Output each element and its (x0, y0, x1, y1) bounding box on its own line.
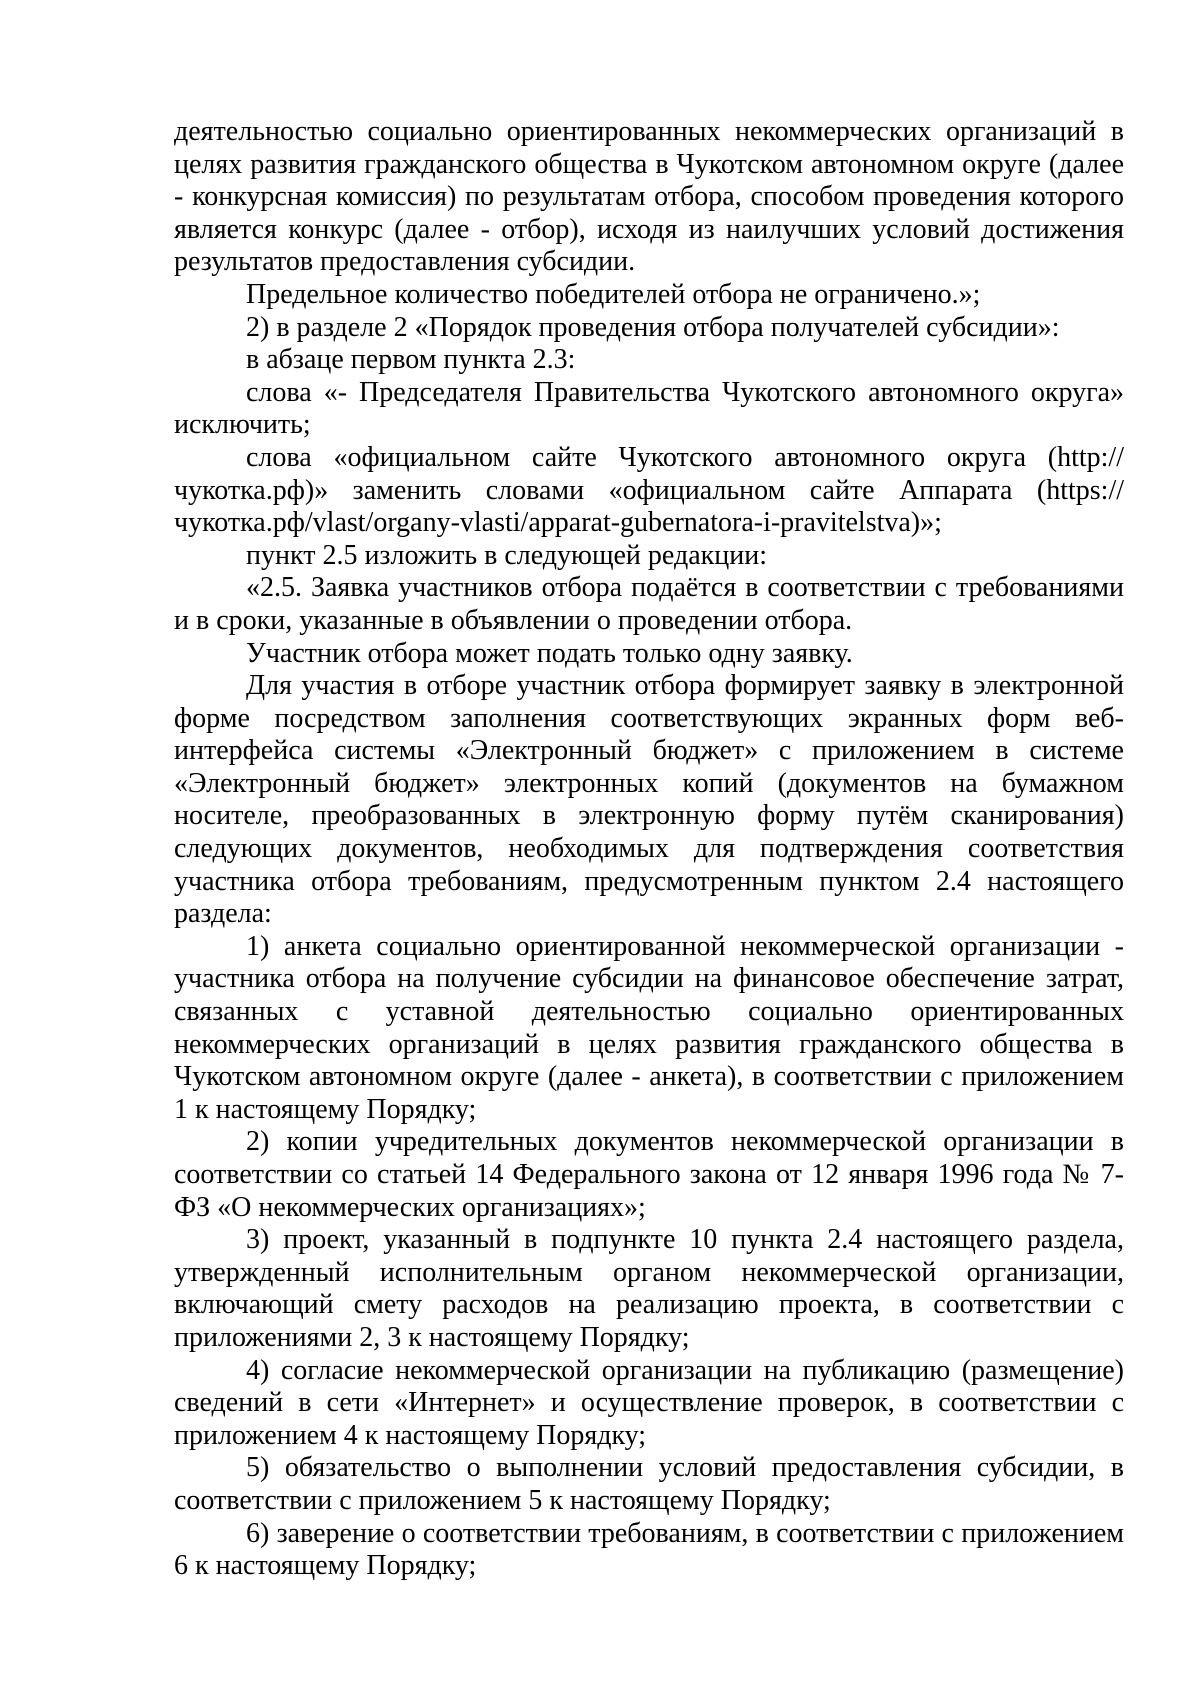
paragraph-item-2-5: «2.5. Заявка участников отбора подаётся в соответствии с требованиями и в сроки, указанные в объявлении о проведении отбора. (174, 572, 1124, 636)
paragraph-item-2-5-intro: пункт 2.5 изложить в следующей редакции: (246, 539, 767, 571)
list-item-2: 2) копии учредительных документов некоммерческой организации в соответствии со статьей 14 Федерального закона от 12 января 1996 года № 7-ФЗ «О некоммерческих организациях»; (174, 1126, 1124, 1223)
list-item-4: 4) согласие некоммерческой организации на публикацию (размещение) сведений в сети «Интернет» и осуществление проверок, в соответствии с приложением 4 к настоящему Порядку; (174, 1354, 1124, 1451)
paragraph-one-application: Участник отбора может подать только одну заявку. (246, 637, 853, 669)
list-item-1: 1) анкета социально ориентированной некоммерческой организации - участника отбора на получение субсидии на финансовое обеспечение затрат, связанных с уставной деятельностью социально ориентированных некоммерческих организаций в целях развития гражданского общества в Чукотском автономном округе (далее - анкета), в соответствии с приложением 1 к настоящему Порядку; (174, 930, 1124, 1125)
paragraph-words-replace: слова «официальном сайте Чукотского автономного округа (http://чукотка.рф)» заменить словами «официальном сайте Аппарата (https://чукотка.рф/vlast/organy-vlasti/apparat-gubernatora-i-pravitelstva)»; (174, 441, 1124, 539)
list-item-5: 5) обязательство о выполнении условий предоставления субсидии, в соответствии с приложением 5 к настоящему Порядку; (174, 1452, 1124, 1516)
paragraph-commission-continuation: деятельностью социально ориентированных некоммерческих организаций в целях развития гражданского общества в Чукотском автономном округе (далее - конкурсная комиссия) по результатам отбора, способом проведения которого является конкурс (далее - отбор), исходя из наилучших условий достижения результатов предоставления субсидии. (174, 116, 1124, 278)
paragraph-item-2-3: в абзаце первом пункта 2.3: (246, 344, 576, 376)
paragraph-electronic-application: Для участия в отборе участник отбора формирует заявку в электронной форме посредством заполнения соответствующих экранных форм веб-интерфейса системы «Электронный бюджет» с приложением в системе «Электронный бюджет» электронных копий (документов на бумажном носителе, преобразованных в электронную форму путём сканирования) следующих документов, необходимых для подтверждения соответствия участника отбора требованиям, предусмотренным пунктом 2.4 настоящего раздела: (174, 670, 1124, 930)
paragraph-section-2: 2) в разделе 2 «Порядок проведения отбора получателей субсидии»: (246, 311, 1060, 343)
paragraph-winners-limit: Предельное количество победителей отбора не ограничено.»; (246, 278, 981, 310)
list-item-3: 3) проект, указанный в подпункте 10 пункта 2.4 настоящего раздела, утвержденный исполнительным органом некоммерческой организации, включающий смету расходов на реализацию проекта, в соответствии с приложениями 2, 3 к настоящему Порядку; (174, 1224, 1124, 1353)
document-page (174, 116, 1124, 1583)
list-item-6: 6) заверение о соответствии требованиям, в соответствии с приложением 6 к настоящему Порядку; (174, 1517, 1124, 1582)
paragraph-words-exclude: слова «- Председателя Правительства Чукотского автономного округа» исключить; (174, 376, 1124, 441)
